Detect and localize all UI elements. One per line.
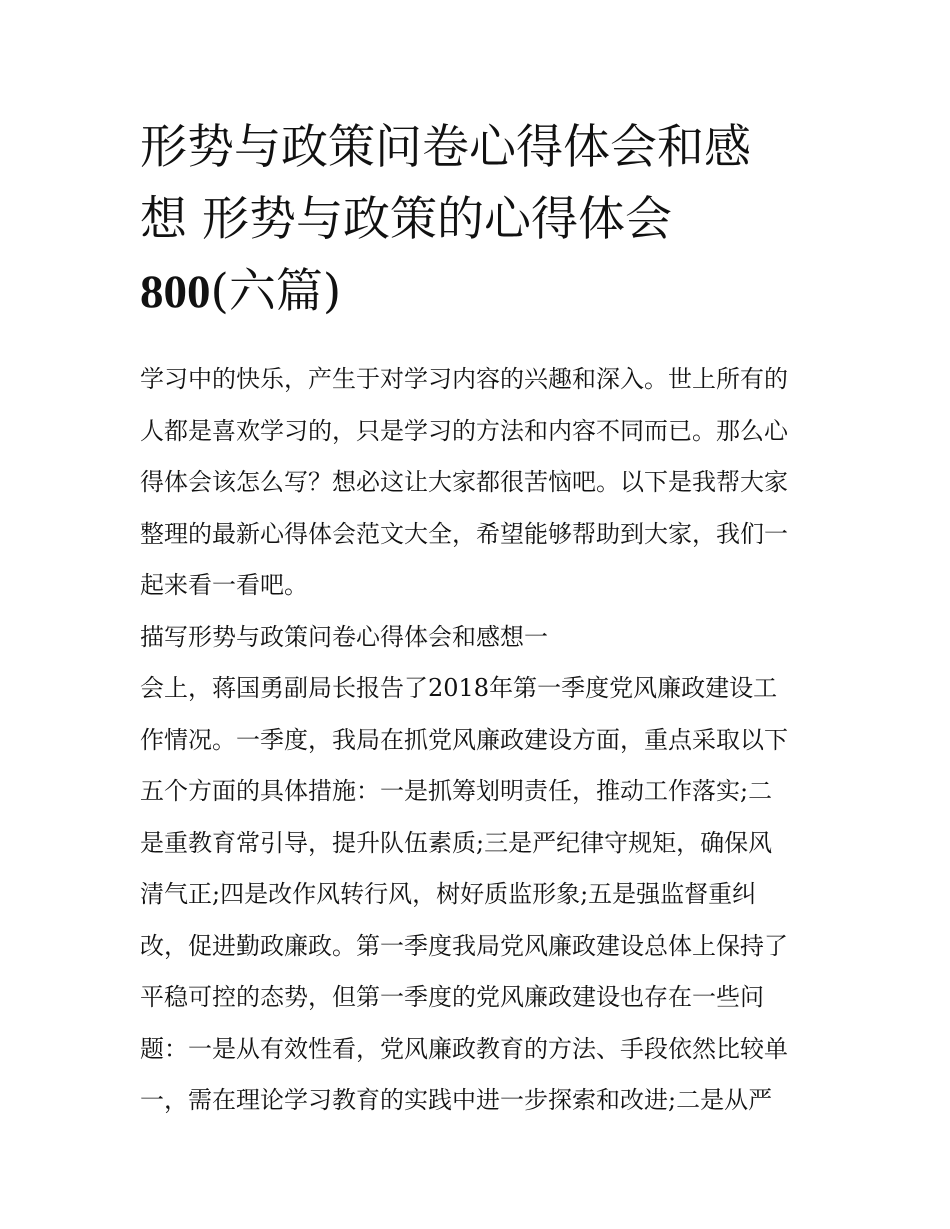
section-line: 作情况。一季度，我局在抓党风廉政建设方面，重点采取以下 (140, 725, 788, 754)
section-line: 改，促进勤政廉政。第一季度我局党风廉政建设总体上保持了 (140, 931, 788, 960)
title-number: 800 (140, 266, 211, 318)
title-suffix: (六篇) (210, 264, 342, 319)
title-line-1: 形势与政策问卷心得体会和感 (140, 120, 751, 175)
section-line: 平稳可控的态势，但第一季度的党风廉政建设也存在一些问 (140, 983, 764, 1011)
title-line-3 (140, 256, 820, 328)
document-title (140, 112, 820, 328)
intro-line: 起来看一看吧。 (140, 571, 308, 599)
title-line-2: 想 形势与政策的心得体会 (140, 192, 672, 247)
intro-line: 得体会该怎么写？想必这让大家都很苦恼吧。以下是我帮大家 (140, 468, 788, 496)
intro-line: 整理的最新心得体会范文大全，希望能够帮助到大家，我们一 (140, 519, 788, 548)
intro-line: 学习中的快乐，产生于对学习内容的兴趣和深入。世上所有的 (140, 365, 788, 393)
section-heading: 描写形势与政策问卷心得体会和感想一 (140, 622, 548, 651)
section-line: 清气正;四是改作风转行风，树好质监形象;五是强监督重纠 (140, 880, 757, 908)
section-line: 是重教育常引导，提升队伍素质;三是严纪律守规矩，确保风 (140, 828, 773, 857)
section-line: 一，需在理论学习教育的实践中进一步探索和改进;二是从严 (140, 1086, 773, 1114)
section-line: 题：一是从有效性看，党风廉政教育的方法、手段依然比较单 (140, 1034, 788, 1063)
section-line: 五个方面的具体措施：一是抓筹划明责任，推动工作落实;二 (140, 777, 773, 805)
intro-line: 人都是喜欢学习的，只是学习的方法和内容不同而已。那么心 (140, 416, 788, 445)
section-line: 会上，蒋国勇副局长报告了2018年第一季度党风廉政建设工 (140, 674, 778, 702)
document-body (140, 354, 830, 1127)
